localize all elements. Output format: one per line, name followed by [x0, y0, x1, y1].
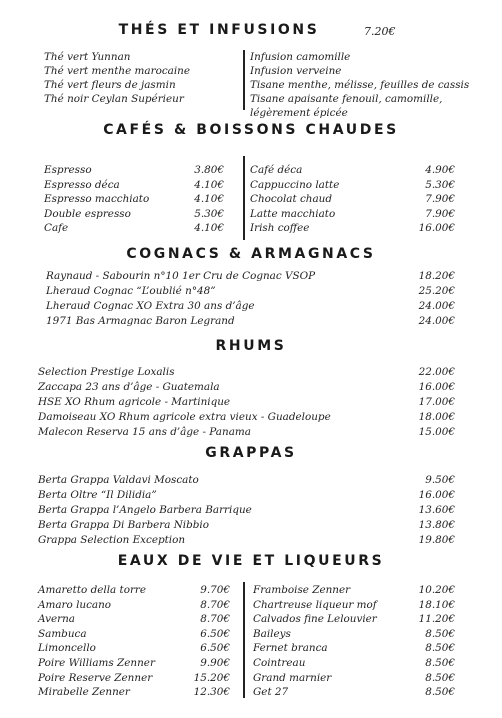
- section-title-thes: THÉS ET INFUSIONS: [118, 22, 320, 38]
- menu-item-name: Lheraud Cognac “L’oublié n°48”: [46, 285, 216, 297]
- menu-item-name: HSE XO Rhum agricole - Martinique: [38, 396, 231, 408]
- menu-item-name: Limoncello: [38, 642, 96, 655]
- menu-item-name: Espresso déca: [44, 178, 120, 191]
- menu-item-name: Berta Grappa Valdavi Moscato: [38, 474, 199, 486]
- menu-item-price: 18.10€: [418, 598, 455, 611]
- menu-item-name: Cafe: [44, 222, 69, 234]
- menu-item-name: Malecon Reserva 15 ans d’âge - Panama: [38, 426, 251, 438]
- menu-item-price: 4.10€: [194, 178, 224, 191]
- menu-item-name: Cappuccino latte: [250, 178, 340, 191]
- menu-item-name: Cointreau: [253, 657, 306, 669]
- menu-item-price: 18.00€: [418, 411, 455, 423]
- menu-item-name: Poire Williams Zenner: [38, 657, 155, 669]
- menu-item-name: Get 27: [253, 686, 289, 699]
- menu-item-name: Selection Prestige Loxalis: [38, 366, 175, 378]
- section-title-eaux: EAUX DE VIE ET LIQUEURS: [117, 553, 385, 569]
- menu-item-name: Baileys: [253, 627, 291, 640]
- menu-item-name: Latte macchiato: [250, 207, 336, 220]
- menu-item-price: 9.70€: [200, 584, 230, 596]
- section-title-rhums: RHUMS: [215, 338, 287, 354]
- cafes-divider: [243, 156, 245, 240]
- menu-item-name: Raynaud - Sabourin n°10 1er Cru de Cognac VSOP: [46, 270, 316, 282]
- menu-item-name: Berta Grappa Di Barbera Nibbio: [38, 519, 210, 531]
- section-title-cafes: CAFÉS & BOISSONS CHAUDES: [103, 122, 399, 138]
- menu-item-name: Berta Oltre “Il Dilidia”: [38, 489, 157, 501]
- menu-item-price: 8.70€: [200, 598, 230, 611]
- menu-item-price: 15.20€: [193, 671, 230, 684]
- eaux-divider: [243, 582, 245, 698]
- menu-item-price: 25.20€: [418, 285, 455, 297]
- menu-item-price: 5.30€: [425, 178, 455, 191]
- menu-item-price: 8.50€: [425, 642, 455, 655]
- menu-item-name: Amaretto della torre: [38, 584, 147, 596]
- menu-item-name: Fernet branca: [253, 642, 328, 655]
- menu-item-price: 5.30€: [194, 207, 224, 220]
- menu-item-name: Infusion camomille: [250, 51, 351, 63]
- menu-item-name: Amaro lucano: [38, 598, 112, 611]
- menu-item-price: 4.90€: [425, 164, 455, 176]
- menu-item-name: Chartreuse liqueur mof: [253, 598, 377, 611]
- menu-item-price: 8.50€: [425, 686, 455, 699]
- section-title-cognacs: COGNACS & ARMAGNACS: [126, 246, 376, 262]
- menu-item-price: 13.60€: [418, 504, 455, 516]
- menu-item-price: 7.90€: [425, 193, 455, 205]
- menu-item-price: 7.90€: [425, 207, 455, 220]
- menu-item-price: 6.50€: [200, 627, 230, 640]
- menu-item-name: Thé noir Ceylan Supérieur: [44, 93, 184, 105]
- menu-item-price: 4.10€: [194, 193, 224, 205]
- section-title-grappas: GRAPPAS: [205, 445, 297, 461]
- menu-item-name: Zaccapa 23 ans d’âge - Guatemala: [38, 381, 220, 393]
- menu-item-price: 8.50€: [425, 627, 455, 640]
- menu-item-price: 24.00€: [418, 315, 455, 327]
- menu-item-price: 3.80€: [194, 164, 224, 176]
- menu-item-name: Mirabelle Zenner: [38, 686, 130, 699]
- menu-item-price: 8.50€: [425, 671, 455, 684]
- menu-item-name: Tisane apaisante fenouil, camomille,: [250, 93, 443, 105]
- menu-item-price: 18.20€: [418, 270, 455, 282]
- menu-item-price: 8.50€: [425, 657, 455, 669]
- menu-item-price: 13.80€: [418, 519, 455, 531]
- thes-divider: [243, 50, 245, 110]
- menu-item-price: 10.20€: [418, 584, 455, 596]
- menu-item-price: 16.00€: [418, 381, 455, 393]
- menu-item-price: 9.50€: [425, 474, 455, 486]
- menu-item-price: 19.80€: [418, 534, 455, 546]
- menu-item-name: Espresso: [44, 164, 92, 176]
- menu-item-name: Poire Reserve Zenner: [38, 671, 153, 684]
- menu-item-name: Thé vert Yunnan: [44, 51, 131, 63]
- menu-item-price: 8.70€: [200, 613, 230, 626]
- menu-item-price: 11.20€: [418, 613, 455, 626]
- menu-item-name: Thé vert fleurs de jasmin: [44, 79, 176, 91]
- menu-item-name: Averna: [38, 613, 75, 626]
- menu-item-name: Irish coffee: [250, 222, 310, 234]
- menu-item-price: 9.90€: [200, 657, 230, 669]
- menu-item-name: Infusion verveine: [250, 65, 342, 77]
- menu-item-name: 1971 Bas Armagnac Baron Legrand: [46, 315, 235, 327]
- menu-item-price: 24.00€: [418, 300, 455, 312]
- menu-item-name: Lheraud Cognac XO Extra 30 ans d’âge: [46, 300, 255, 312]
- menu-item-name: Thé vert menthe marocaine: [44, 65, 191, 77]
- menu-item-price: 16.00€: [418, 489, 455, 501]
- menu-item-price: 12.30€: [193, 686, 230, 699]
- menu-item-price: 17.00€: [418, 396, 455, 408]
- menu-item-name: Grand marnier: [253, 671, 332, 684]
- menu-item-price: 22.00€: [418, 366, 455, 378]
- menu-item-price: 15.00€: [418, 426, 455, 438]
- menu-item-name: Chocolat chaud: [250, 193, 333, 205]
- menu-item-name: Berta Grappa l’Angelo Barbera Barrique: [38, 504, 252, 516]
- menu-item-name: légèrement épicée: [250, 107, 348, 119]
- menu-item-name: Double espresso: [44, 207, 131, 220]
- menu-item-name: Sambuca: [38, 627, 87, 640]
- menu-item-name: Café déca: [250, 164, 303, 176]
- menu-item-name: Espresso macchiato: [44, 193, 150, 205]
- menu-item-price: 16.00€: [418, 222, 455, 234]
- menu-item-price: 6.50€: [200, 642, 230, 655]
- menu-item-name: Tisane menthe, mélisse, feuilles de cassis: [250, 79, 470, 91]
- menu-item-name: Framboise Zenner: [253, 584, 351, 596]
- thes-price: 7.20€: [364, 25, 396, 38]
- menu-item-price: 4.10€: [194, 222, 224, 234]
- menu-item-name: Grappa Selection Exception: [38, 534, 186, 546]
- menu-item-name: Damoiseau XO Rhum agricole extra vieux - Guadeloupe: [38, 411, 331, 423]
- menu-item-name: Calvados fine Lelouvier: [253, 613, 377, 626]
